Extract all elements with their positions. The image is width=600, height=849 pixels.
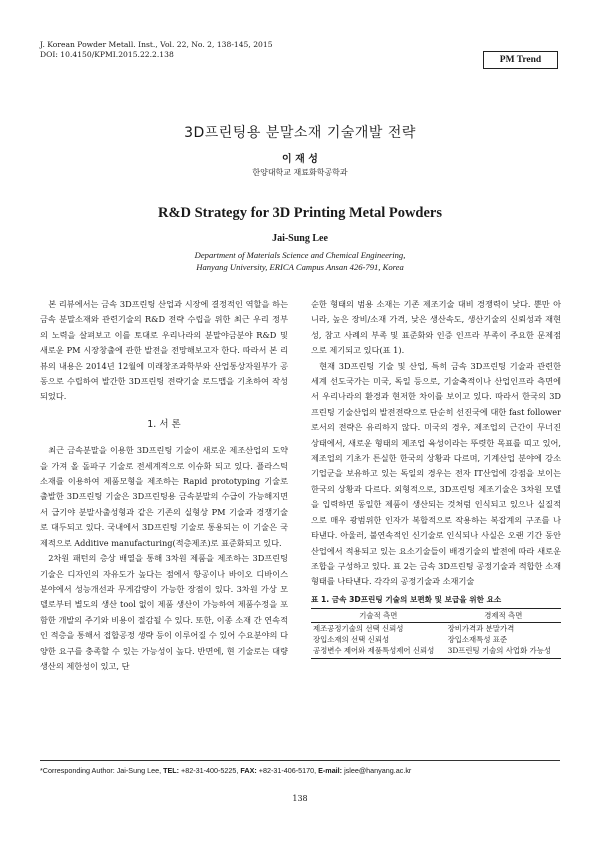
english-affiliation-line-1: Department of Materials Science and Chemical Engineering,	[194, 250, 406, 260]
body-paragraph: 순한 형태의 범용 소재는 기존 제조기술 대비 경쟁력이 낮다. 뿐만 아니라, 높은 장비/소재 가격, 낮은 생산속도, 생산기술의 신뢰성과 재현성, 참고 사례의 부족 및 표준화와 인증 인프라 부족이 주요한 문제점으로 제기되고 있다(표 1).	[311, 299, 561, 356]
table-cell: 장비가격과 분말가격	[447, 623, 515, 633]
body-paragraph: 최근 금속분말을 이용한 3D프린팅 기술이 새로운 제조산업의 도약을 가져 올 돌파구 기술로 전세계적으로 이슈화 되고 있다. 플라스틱 소재를 이용하여 제품모형을 제조하는 Rapid prototyping 기술로 출발한 3D프린팅 기술은 3D프린팅용 금속분말의 수급이 가능해지면서 급기야 분말사출성형과 같은 기존의 실형상 PM 기술과 경쟁기술로 대두되고 있다. 국내에서 3D프린팅 기술로 통용되는 이 기술은 국제적으로 Additive manufacturing(적층제조)로 표준화되고 있다.	[40, 445, 288, 548]
table-header-economic: 경제적 측면	[446, 608, 561, 622]
table-cell: 3D프린팅 기술의 사업화 가능성	[446, 645, 561, 659]
tel-label: TEL:	[163, 766, 180, 775]
email-label: E-mail:	[318, 766, 343, 775]
table-cell: 공정변수 제어와 제품특성제어 신뢰성	[311, 645, 446, 659]
section-heading-introduction: 1. 서 론	[147, 418, 181, 430]
tel-number: +82-31-400-5225,	[179, 766, 241, 775]
table-row	[311, 622, 561, 634]
english-affiliation-line-2: Hanyang University, ERICA Campus Ansan 426-791, Korea	[196, 262, 404, 272]
pm-trend-badge: PM Trend	[483, 51, 558, 69]
korean-title: 3D프린팅용 분말소재 기술개발 전략	[184, 125, 416, 141]
fax-label: FAX:	[240, 766, 257, 775]
english-title: R&D Strategy for 3D Printing Metal Powders	[157, 205, 443, 221]
table-caption: 표 1. 금속 3D프린팅 기술의 보편화 및 보급을 위한 요소	[311, 594, 502, 604]
journal-doi: DOI: 10.4150/KPMI.2015.22.2.138	[40, 50, 174, 59]
right-column	[311, 297, 561, 659]
journal-info	[40, 40, 273, 60]
page-number: 138	[292, 794, 308, 803]
body-paragraph: 현재 3D프린팅 기술 및 산업, 특히 금속 3D프린팅 기술과 관련한 세계 선도국가는 미국, 독일 등으로, 기술축적이나 산업인프라 측면에서 우리나라의 환경과 현저한 차이를 보이고 있다. 따라서 한국의 3D프린팅 기술산업의 발전전략으로 단순히 선진국에 대한 fast follower로서의 전략은 유리하지 않다. 미국의 경우, 제조업의 근간이 무너진 상태에서, 새로운 형태의 제조업 육성이라는 뚜렷한 목표를 띠고 있어, 제조업의 기초가 튼실한 한국의 상황과 다르며, 기계산업 분야에 강소기업군을 보유하고 있는 독일의 경우는 전자 IT산업에 강점을 보이는 한국의 상황과 다르다. 외형적으로, 3D프린팅 제조기술은 3차원 모델을 입력하면 동일한 제품이 생산되는 것처럼 인식되고 있으나 실질적으로 매우 광범위한 인자가 복합적으로 작용하는 복잡계의 구조를 나타낸다. 아울러, 불연속적인 신기술로 인식되나 사실은 오랜 기간 동안 산업에서 적용되고 있는 요소기술들이 배경기술의 발전에 따라 새로운 조합을 구성하고 있다. 표 2는 금속 3D프린팅 공정기술과 적합한 소재형태를 나타낸다. 각각의 공정기술과 소재기술	[311, 360, 561, 587]
table-cell: 장입소재의 선택 신뢰성	[313, 634, 390, 644]
table-row	[311, 645, 561, 659]
table-header-technical: 기술적 측면	[311, 608, 446, 622]
english-author: Jai-Sung Lee	[272, 233, 328, 244]
table-cell: 장입소재특성 표준	[447, 634, 508, 644]
table-row	[311, 634, 561, 645]
footnote-label: *Corresponding Author:	[40, 766, 115, 775]
body-paragraph: 2차원 패턴의 층상 배열을 통해 3차원 제품을 제조하는 3D프린팅 기술은 디자인의 자유도가 높다는 점에서 항공이나 바이오 디바이스 분야에서 성능개선과 무게감량이 가능한 장점이 있다. 3차원 가상 모델로부터 별도의 생산 tool 없이 제품 생산이 가능하여 제품수정을 포함한 개발의 주기와 비용이 절감될 수 있다. 또한, 이종 소재 간 연속적인 적층을 통해서 접합공정 생략 등이 이루어질 수 있어 수요분야의 다양한 요구를 충족할 수 있는 가능성이 높다. 반면에, 현 기술로는 대량생산의 제한성이 있고, 단	[40, 553, 288, 671]
korean-author: 이 재 성	[282, 154, 318, 165]
footnote-author-name: Jai-Sung Lee,	[114, 766, 164, 775]
intro-paragraph: 본 리뷰에서는 금속 3D프린팅 산업과 시장에 결정적인 역할을 하는 금속 분말소재와 관련기술의 R&D 전략 수립을 위한 최근 우리 정부의 노력을 살펴보고 이를 토대로 우리나라의 분말야금분야 R&D 및 새로운 PM 시장창출에 관한 발전을 전망해보고자 한다. 따라서 본 리뷰의 내용은 2014년 12월에 미래창조과학부와 산업통상자원부가 공동으로 수립하여 발간한 3D프린팅 전략기술 로드맵을 기초하여 작성되었다.	[40, 299, 288, 402]
korean-affiliation: 한양대학교 재료화학공학과	[252, 168, 348, 177]
factors-table	[311, 608, 561, 659]
english-affiliation	[0, 249, 600, 273]
journal-citation: J. Korean Powder Metall. Inst., Vol. 22, No. 2, 138-145, 2015	[40, 40, 273, 49]
table-header-row	[311, 608, 561, 622]
footnote-divider	[40, 760, 560, 761]
left-column	[40, 297, 288, 674]
table-cell: 제조공정기술의 선택 신뢰성	[313, 623, 404, 633]
corresponding-author-footnote	[40, 766, 411, 775]
table-1	[311, 594, 561, 659]
fax-number: +82-31-406-5170,	[256, 766, 319, 775]
email-address[interactable]: jslee@hanyang.ac.kr	[342, 766, 412, 775]
